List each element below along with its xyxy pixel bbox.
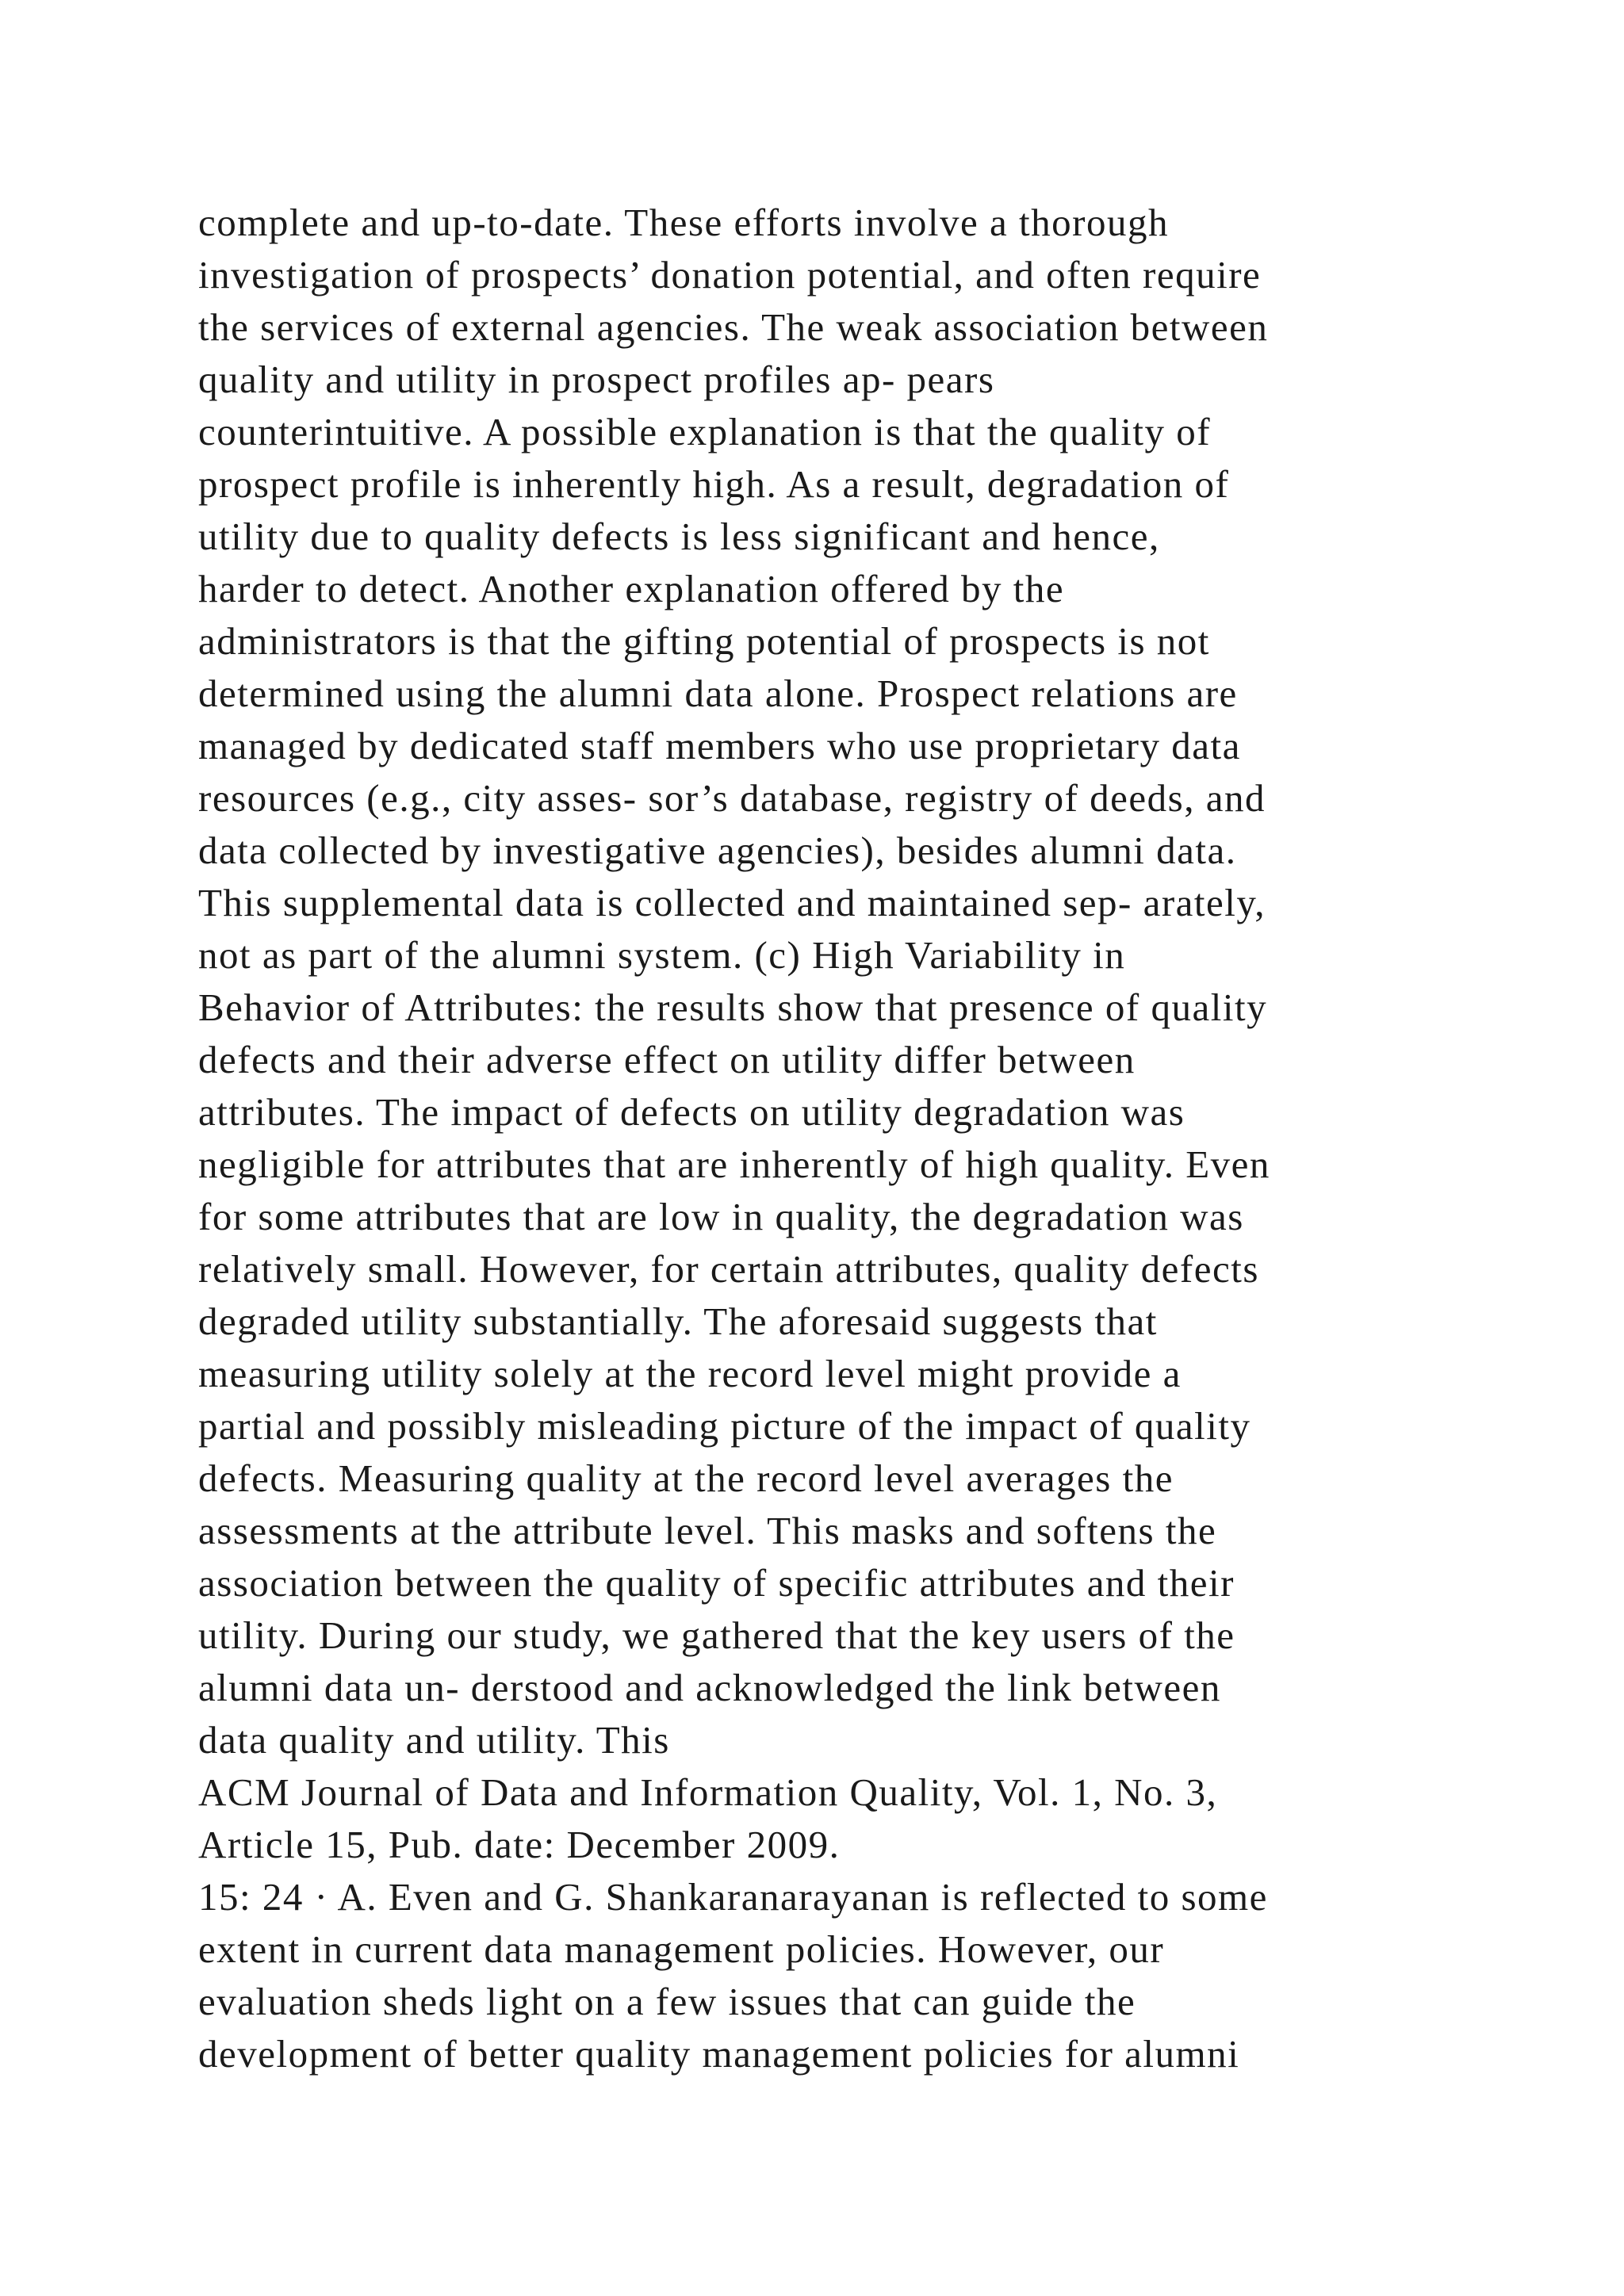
text-line: relatively small. However, for certain attributes, quality defects (198, 1247, 1259, 1291)
text-line: data quality and utility. This (198, 1718, 670, 1762)
text-line: quality and utility in prospect profiles ap- pears (198, 358, 995, 401)
text-line: evaluation sheds light on a few issues that can guide the (198, 1980, 1136, 2023)
text-line: data collected by investigative agencies), besides alumni data. (198, 828, 1237, 872)
text-line: utility due to quality defects is less significant and hence, (198, 515, 1160, 558)
text-line: determined using the alumni data alone. Prospect relations are (198, 672, 1238, 715)
text-line: the services of external agencies. The weak association between (198, 305, 1269, 349)
text-line: administrators is that the gifting potential of prospects is not (198, 619, 1210, 663)
text-line: association between the quality of specific attributes and their (198, 1561, 1235, 1605)
text-line: degraded utility substantially. The aforesaid suggests that (198, 1299, 1158, 1343)
journal-footer-line: ACM Journal of Data and Information Quality, Vol. 1, No. 3, (198, 1770, 1218, 1814)
text-line: development of better quality management policies for alumni (198, 2032, 1240, 2076)
text-line: attributes. The impact of defects on utility degradation was (198, 1090, 1185, 1134)
text-line: alumni data un- derstood and acknowledged the link between (198, 1666, 1221, 1709)
text-line: extent in current data management policies. However, our (198, 1927, 1165, 1971)
text-line: assessments at the attribute level. This masks and softens the (198, 1509, 1217, 1552)
text-line: measuring utility solely at the record level might provide a (198, 1352, 1182, 1395)
text-line: managed by dedicated staff members who use proprietary data (198, 724, 1241, 767)
text-line: defects and their adverse effect on utility differ between (198, 1038, 1136, 1081)
text-line: not as part of the alumni system. (c) High Variability in (198, 933, 1126, 977)
text-line: counterintuitive. A possible explanation is that the quality of (198, 410, 1212, 453)
text-line: for some attributes that are low in quality, the degradation was (198, 1195, 1244, 1238)
text-line: investigation of prospects’ donation potential, and often require (198, 253, 1262, 297)
text-line: negligible for attributes that are inherently of high quality. Even (198, 1142, 1270, 1186)
text-line: partial and possibly misleading picture of the impact of quality (198, 1404, 1251, 1448)
text-line: defects. Measuring quality at the record level averages the (198, 1456, 1174, 1500)
text-line: resources (e.g., city asses- sor’s database, registry of deeds, and (198, 776, 1266, 820)
text-line: harder to detect. Another explanation offered by the (198, 567, 1065, 610)
text-line: complete and up-to-date. These efforts involve a thorough (198, 201, 1169, 244)
running-header-line: 15: 24 · A. Even and G. Shankaranarayanan is reflected to some (198, 1875, 1268, 1919)
text-line: prospect profile is inherently high. As a result, degradation of (198, 462, 1230, 506)
document-page (198, 197, 1451, 2080)
text-line: Behavior of Attributes: the results show that presence of quality (198, 985, 1268, 1029)
journal-footer-line: Article 15, Pub. date: December 2009. (198, 1823, 841, 1866)
text-line: utility. During our study, we gathered that the key users of the (198, 1613, 1235, 1657)
text-line: This supplemental data is collected and maintained sep- arately, (198, 881, 1266, 924)
